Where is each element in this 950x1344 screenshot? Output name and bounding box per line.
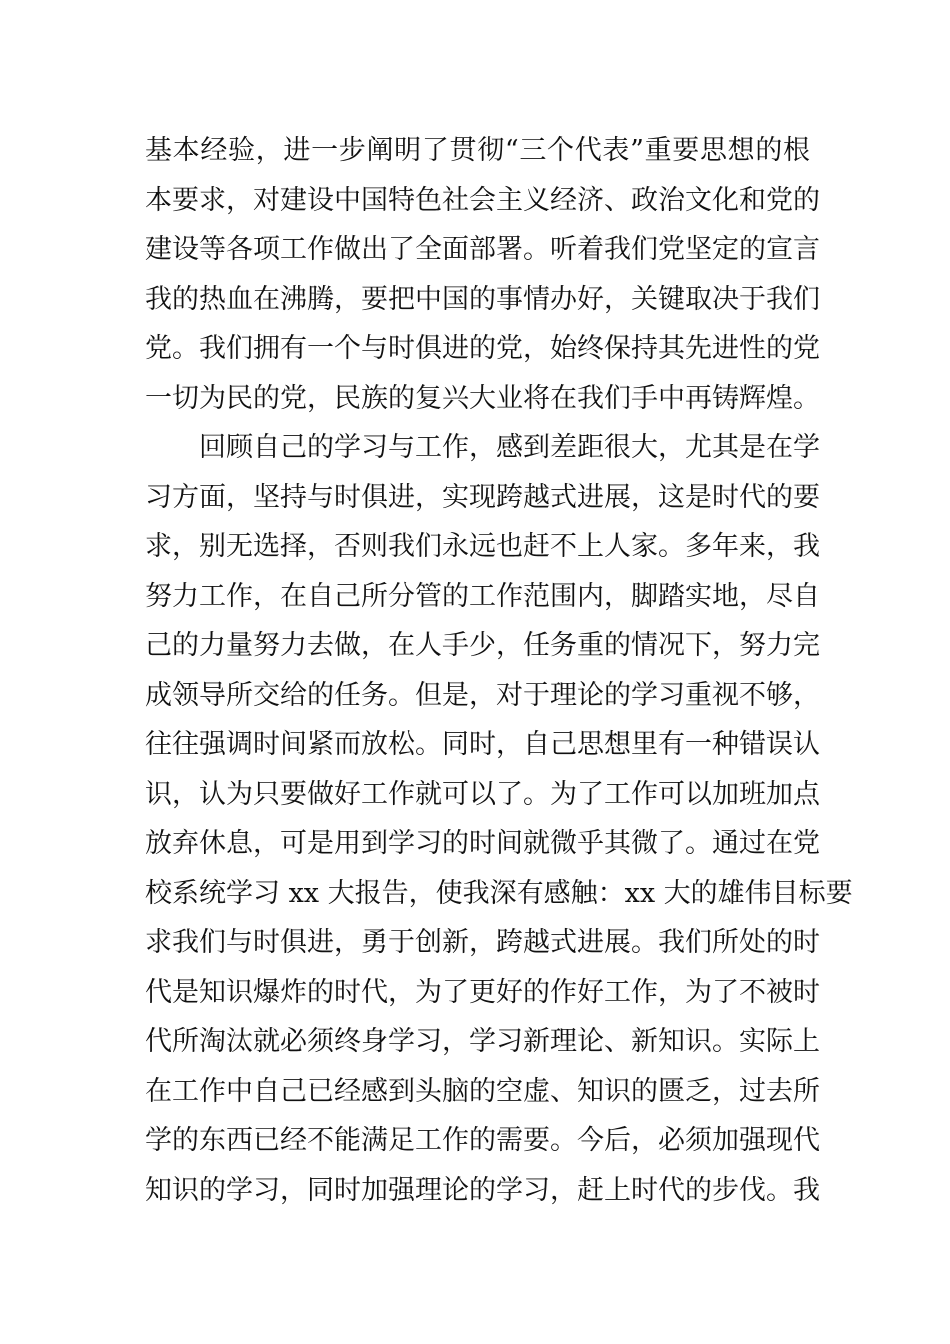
text-line: 回顾自己的学习与工作，感到差距很大，尤其是在学 bbox=[199, 432, 820, 463]
text-line: 习方面，坚持与时俱进，实现跨越式进展，这是时代的要 bbox=[145, 481, 820, 513]
body-text bbox=[145, 126, 853, 1215]
text-line: 在工作中自己已经感到头脑的空虚、知识的匮乏，过去所 bbox=[145, 1075, 820, 1107]
text-line: 知识的学习，同时加强理论的学习，赶上时代的步伐。我 bbox=[145, 1174, 820, 1206]
text-line: 基本经验，进一步阐明了贯彻“三个代表”重要思想的根 bbox=[145, 135, 810, 166]
text-line: 识，认为只要做好工作就可以了。为了工作可以加班加点 bbox=[145, 778, 820, 810]
text-line: 求，别无选择，否则我们永远也赶不上人家。多年来，我 bbox=[145, 531, 820, 562]
text-line: 求我们与时俱进，勇于创新，跨越式进展。我们所处的时 bbox=[145, 927, 820, 958]
text-line: 往往强调时间紧而放松。同时，自己思想里有一种错误认 bbox=[145, 729, 820, 760]
text-line: 校系统学习 xx 大报告，使我深有感触：xx 大的雄伟目标要 bbox=[145, 877, 853, 909]
text-line: 放弃休息，可是用到学习的时间就微乎其微了。通过在党 bbox=[145, 828, 820, 859]
text-line: 我的热血在沸腾，要把中国的事情办好，关键取决于我们 bbox=[145, 283, 820, 315]
text-line: 建设等各项工作做出了全面部署。听着我们党坚定的宣言 bbox=[145, 234, 820, 265]
text-line: 党。我们拥有一个与时俱进的党，始终保持其先进性的党 bbox=[145, 333, 820, 364]
text-line: 代所淘汰就必须终身学习，学习新理论、新知识。实际上 bbox=[145, 1026, 820, 1057]
text-line: 努力工作，在自己所分管的工作范围内，脚踏实地，尽自 bbox=[145, 580, 820, 612]
text-line: 本要求，对建设中国特色社会主义经济、政治文化和党的 bbox=[145, 184, 820, 216]
text-line: 一切为民的党，民族的复兴大业将在我们手中再铸辉煌。 bbox=[145, 382, 820, 414]
text-line: 己的力量努力去做，在人手少，任务重的情况下，努力完 bbox=[145, 630, 820, 661]
text-line: 代是知识爆炸的时代，为了更好的作好工作，为了不被时 bbox=[145, 976, 820, 1008]
text-line: 学的东西已经不能满足工作的需要。今后，必须加强现代 bbox=[145, 1125, 820, 1156]
text-line: 成领导所交给的任务。但是，对于理论的学习重视不够， bbox=[145, 679, 820, 711]
